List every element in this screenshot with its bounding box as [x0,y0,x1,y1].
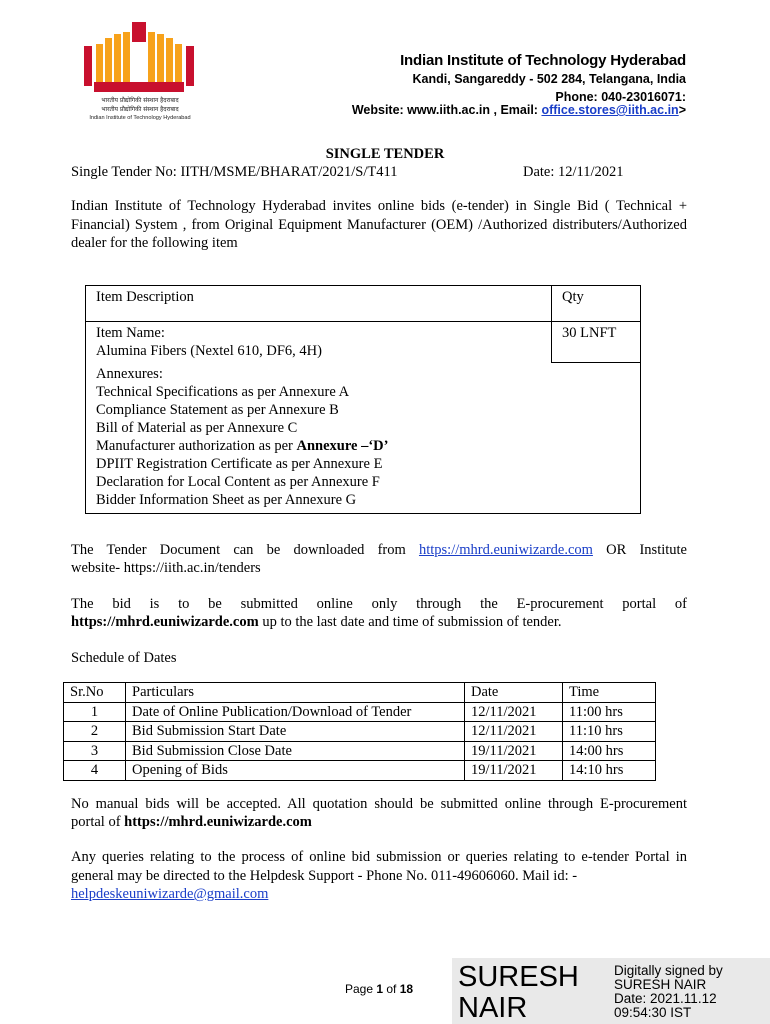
manual-portal-bold: https://mhrd.euniwizarde.com [124,814,312,830]
annexure-cell [86,362,641,513]
signature-name-line-1: SURESH [458,961,579,993]
annexure-b: Compliance Statement as per Annexure B [96,401,339,418]
schedule-srno: 4 [64,761,126,781]
schedule-time: 11:10 hrs [563,722,656,742]
signature-info [614,964,723,1020]
schedule-header-row [64,683,656,703]
schedule-time: 14:10 hrs [563,761,656,781]
item-qty: 30 LNFT [552,322,641,363]
annexure-f: Declaration for Local Content as per Annexure F [96,473,380,490]
signature-info-3: Date: 2021.11.12 [614,991,717,1006]
document-title: SINGLE TENDER [325,146,445,162]
item-table-header-row [86,286,641,322]
item-description-header: Item Description [86,286,552,322]
manual-line-1: No manual bids will be accepted. All quotation should be submitted online through E-procurement [71,796,687,812]
queries-paragraph: Any queries relating to the process of online bid submission or queries relating to e-tender Portal in general may be directed to the Helpdesk Support - Phone No. 011-49606060. Mail id: - [71,849,687,884]
submit-portal-bold: https://mhrd.euniwizarde.com [71,614,259,630]
qty-header: Qty [552,286,641,322]
mhrd-portal-link[interactable]: https://mhrd.euniwizarde.com [418,542,593,558]
schedule-srno: 1 [64,702,126,722]
page-total: 18 [399,982,414,996]
web-suffix: > [678,103,686,117]
annexure-d-bold: Annexure –‘D’ [296,437,389,454]
schedule-particulars: Bid Submission Start Date [126,722,465,742]
page-label: Page [345,982,377,996]
annexure-a: Technical Specifications as per Annexure A [96,383,350,400]
website-text: Website: www.iith.ac.in , Email: [351,103,542,117]
signature-name [458,962,579,1024]
manual-line-2 [71,813,687,832]
logo-caption [80,96,200,123]
tender-number: Single Tender No: IITH/MSME/BHARAT/2021/S/T411 [71,164,398,180]
download-line-2: website- https://iith.ac.in/tenders [71,560,261,576]
item-table-row [86,322,641,363]
schedule-header-date: Date [465,683,563,703]
schedule-date: 12/11/2021 [465,702,563,722]
submit-line-1: The bid is to be submitted online only through the E-procurement portal of [71,596,687,612]
item-table [85,285,641,514]
download-line-1 [71,541,687,560]
page-number [345,982,413,996]
page-current: 1 [376,982,384,996]
institute-address: Kandi, Sangareddy - 502 284, Telangana, India [412,72,686,86]
table-row [64,761,656,781]
schedule-header-time: Time [563,683,656,703]
item-name-label: Item Name: [96,325,165,341]
schedule-srno: 3 [64,741,126,761]
schedule-particulars: Opening of Bids [126,761,465,781]
signature-info-4: 09:54:30 IST [614,1005,692,1020]
submit-text: up to the last date and time of submission of tender. [258,614,562,630]
schedule-header-particulars: Particulars [126,683,465,703]
helpdesk-email-link[interactable]: helpdeskeuniwizarde@gmail.com [71,886,269,902]
annexure-e: DPIIT Registration Certificate as per Annexure E [96,455,383,472]
logo-bars-icon [84,22,194,92]
submit-line-2 [71,613,687,632]
table-row [64,741,656,761]
item-name-cell [86,322,552,363]
email-link[interactable]: office.stores@iith.ac.in [541,103,679,117]
schedule-table [63,682,656,781]
annexure-g: Bidder Information Sheet as per Annexure G [96,491,357,508]
tender-date: Date: 12/11/2021 [523,164,624,180]
download-text: The Tender Document can be downloaded from [71,542,419,558]
annexure-d-text: Manufacturer authorization as per [96,437,297,454]
signature-name-line-2: NAIR [458,992,528,1024]
schedule-date: 19/11/2021 [465,741,563,761]
annexure-label: Annexures: [96,365,163,382]
schedule-time: 14:00 hrs [563,741,656,761]
item-name: Alumina Fibers (Nextel 610, DF6, 4H) [96,343,322,359]
annexure-c: Bill of Material as per Annexure C [96,419,298,436]
logo-hindi-line-2: भारतीय प्रौद्योगिकी संस्थान हैदराबाद [101,106,179,113]
schedule-particulars: Bid Submission Close Date [126,741,465,761]
intro-paragraph: Indian Institute of Technology Hyderabad invites online bids (e-tender) in Single Bid ( Technical + Financial) System , from Original Equipment Manufacturer (OEM) /Authorized distributers/Authorized dealer for the following item [71,198,687,251]
schedule-heading: Schedule of Dates [71,650,177,666]
annexure-d [96,437,630,455]
institute-phone: Phone: 040-23016071: [555,90,686,104]
table-row [64,722,656,742]
logo-hindi-line-1: भारतीय प्रौद्योगिकी संस्थान हैदराबाद [101,97,179,104]
annexure-row [86,362,641,513]
table-row [64,702,656,722]
logo-english-caption: Indian Institute of Technology Hyderabad [89,115,191,121]
signature-info-1: Digitally signed by [614,963,723,978]
schedule-header-srno: Sr.No [64,683,126,703]
schedule-date: 19/11/2021 [465,761,563,781]
schedule-particulars: Date of Online Publication/Download of Tender [126,702,465,722]
signature-info-2: SURESH NAIR [614,977,707,992]
schedule-srno: 2 [64,722,126,742]
manual-portal-text: portal of [71,814,125,830]
schedule-date: 12/11/2021 [465,722,563,742]
page-of: of [383,982,400,996]
queries-email-line [71,885,687,904]
institute-name: Indian Institute of Technology Hyderabad [400,52,686,69]
schedule-time: 11:00 hrs [563,702,656,722]
download-or-text: OR Institute [592,542,687,558]
institute-web-email [352,103,686,117]
